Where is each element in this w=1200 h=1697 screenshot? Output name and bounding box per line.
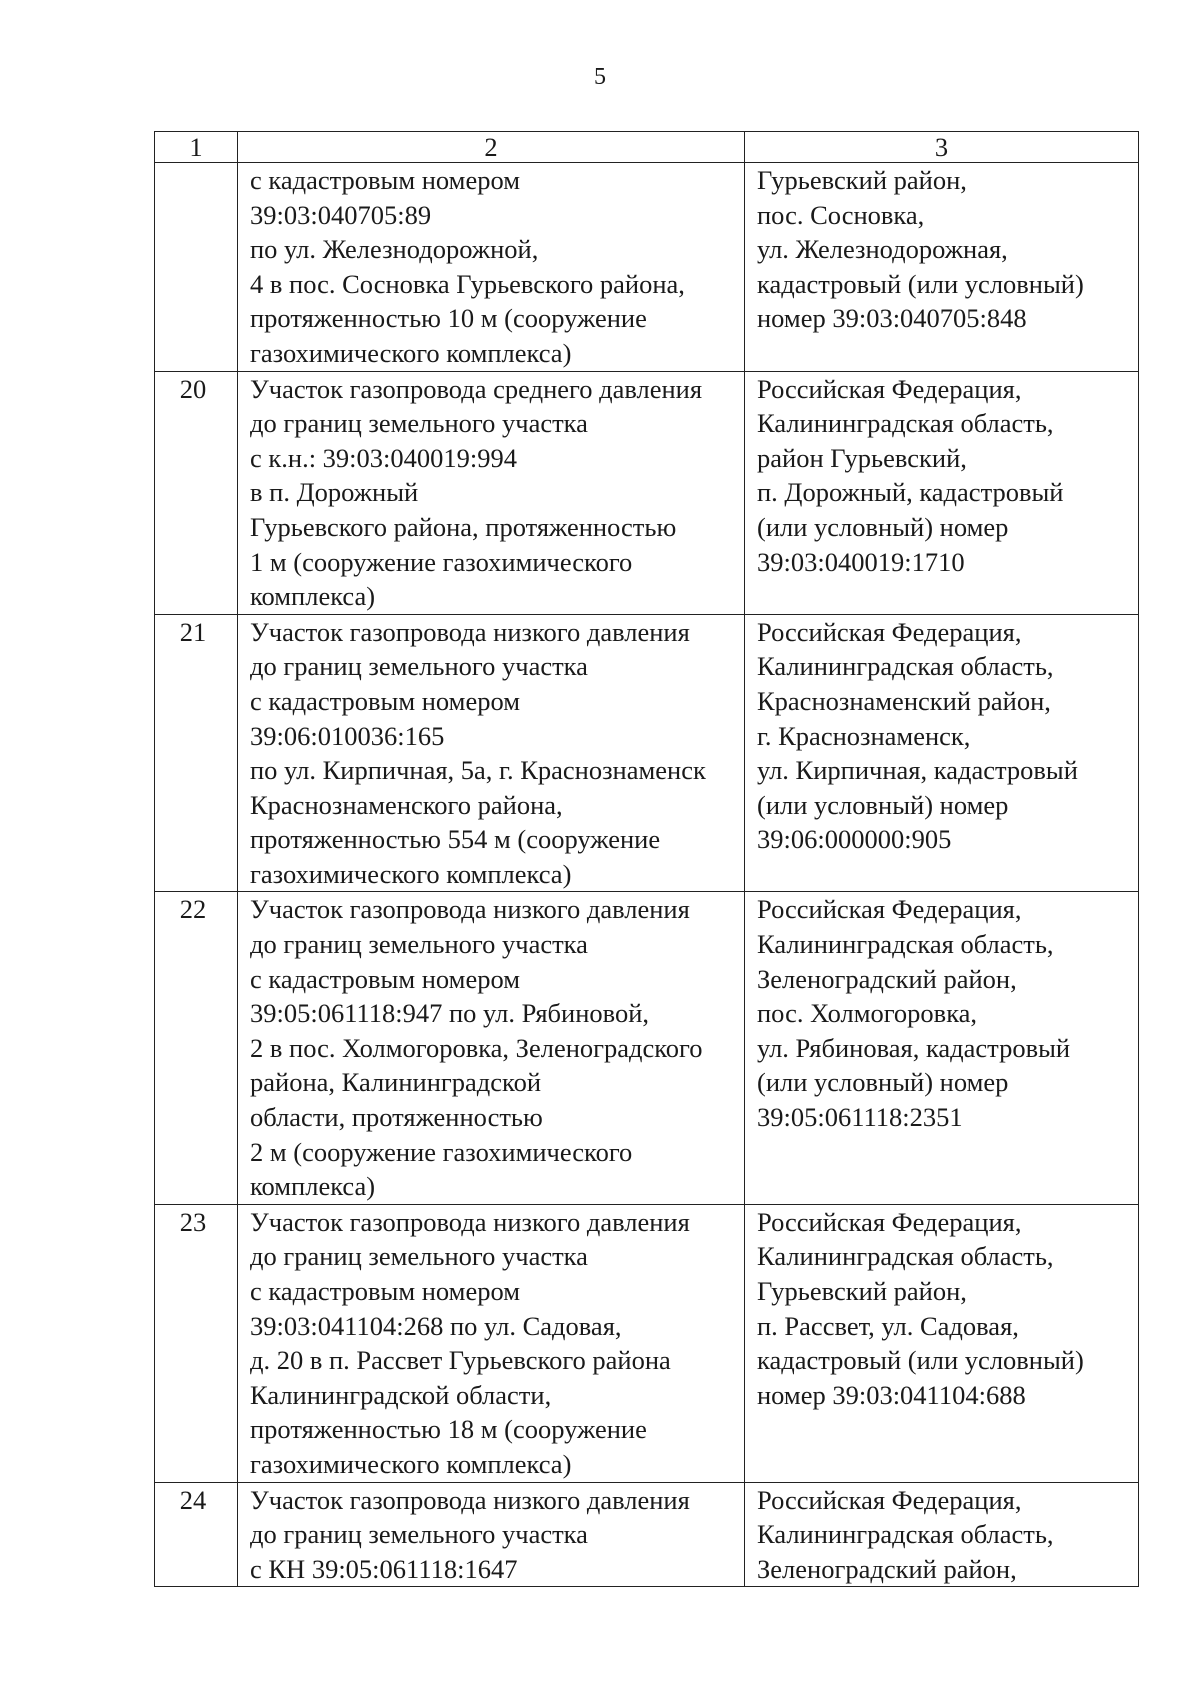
objects-table xyxy=(154,131,1139,1587)
table-body xyxy=(155,163,1139,1587)
description-line: в п. Дорожный xyxy=(250,477,419,508)
row-number: 21 xyxy=(155,614,238,892)
description-line: Участок газопровода среднего давления xyxy=(250,373,703,404)
location-line: п. Дорожный, кадастровый xyxy=(757,477,1064,508)
description-line: Калининградской области, xyxy=(250,1379,552,1410)
table-row xyxy=(155,1482,1139,1587)
location-line: номер 39:03:040705:848 xyxy=(757,303,1027,334)
description-line: 1 м (сооружение газохимического xyxy=(250,546,633,577)
location-line: Российская Федерация, xyxy=(757,1484,1022,1515)
location-line: Краснознаменский район, xyxy=(757,685,1051,716)
object-description-cell xyxy=(238,1204,745,1482)
location-line: Российская Федерация, xyxy=(757,373,1022,404)
description-line: с КН 39:05:061118:1647 xyxy=(250,1553,518,1584)
description-line: протяженностью 18 м (сооружение xyxy=(250,1414,647,1445)
description-line: д. 20 в п. Рассвет Гурьевского района xyxy=(250,1345,671,1376)
row-number: 24 xyxy=(155,1482,238,1587)
description-line: района, Калининградской xyxy=(250,1067,541,1098)
table-row xyxy=(155,1204,1139,1482)
description-line: Участок газопровода низкого давления xyxy=(250,616,690,647)
description-line: с кадастровым номером xyxy=(250,1276,520,1306)
object-description-cell xyxy=(238,614,745,892)
description-line: протяженностью 10 м (сооружение xyxy=(250,303,647,334)
description-line: до границ земельного участка xyxy=(250,408,588,439)
object-location-cell xyxy=(745,163,1139,372)
row-number xyxy=(155,163,238,372)
description-line: 4 в пос. Сосновка Гурьевского района, xyxy=(250,268,685,299)
location-line: Калининградская область, xyxy=(757,1241,1054,1272)
description-line: 2 в пос. Холмогоровка, Зеленоградского xyxy=(250,1032,703,1063)
object-location-cell xyxy=(745,371,1139,614)
description-line: протяженностью 554 м (сооружение xyxy=(250,824,661,855)
object-location-cell xyxy=(745,1482,1139,1587)
location-line: 39:06:000000:905 xyxy=(757,824,952,855)
location-line: Российская Федерация, xyxy=(757,894,1022,925)
location-line: 39:05:061118:2351 xyxy=(757,1102,963,1133)
location-line: Российская Федерация, xyxy=(757,616,1022,647)
description-line: комплекса) xyxy=(250,581,376,612)
location-line: Российская Федерация, xyxy=(757,1206,1022,1237)
description-line: газохимического комплекса) xyxy=(250,337,572,368)
row-number: 22 xyxy=(155,892,238,1204)
object-description-cell xyxy=(238,1482,745,1587)
row-number: 20 xyxy=(155,371,238,614)
table-row xyxy=(155,892,1139,1204)
location-line: ул. Кирпичная, кадастровый xyxy=(757,755,1078,786)
table-row xyxy=(155,163,1139,372)
description-line: до границ земельного участка xyxy=(250,1241,588,1272)
location-line: пос. Холмогоровка, xyxy=(757,998,978,1029)
description-line: Участок газопровода низкого давления xyxy=(250,1206,690,1237)
row-number: 23 xyxy=(155,1204,238,1482)
object-description-cell xyxy=(238,892,745,1204)
description-line: комплекса) xyxy=(250,1171,376,1202)
description-line: по ул. Кирпичная, 5а, г. Краснознаменск xyxy=(250,755,706,786)
page-number: 5 xyxy=(594,64,606,90)
location-line: 39:03:040019:1710 xyxy=(757,546,965,577)
table-row xyxy=(155,371,1139,614)
location-line: (или условный) номер xyxy=(757,789,1009,820)
description-line: Участок газопровода низкого давления xyxy=(250,894,690,925)
description-line: Участок газопровода низкого давления xyxy=(250,1484,690,1515)
object-location-cell xyxy=(745,1204,1139,1482)
location-line: Калининградская область, xyxy=(757,1519,1054,1550)
column-header-location: 3 xyxy=(745,132,1139,163)
table-row xyxy=(155,614,1139,892)
description-line: Гурьевского района, протяженностью xyxy=(250,511,677,542)
description-line: газохимического комплекса) xyxy=(250,858,572,889)
location-line: ул. Железнодорожная, xyxy=(757,234,1008,265)
location-line: пос. Сосновка, xyxy=(757,199,925,230)
column-header-description: 2 xyxy=(238,132,745,163)
description-line: Краснознаменского района, xyxy=(250,789,563,820)
description-line: 39:05:061118:947 по ул. Рябиновой, xyxy=(250,998,650,1029)
location-line: г. Краснознаменск, xyxy=(757,720,971,751)
location-line: кадастровый (или условный) xyxy=(757,1345,1084,1376)
description-line: до границ земельного участка xyxy=(250,1519,588,1550)
description-line: 39:03:040705:89 xyxy=(250,199,432,230)
object-description-cell xyxy=(238,163,745,372)
location-line: кадастровый (или условный) xyxy=(757,268,1084,299)
location-line: номер 39:03:041104:688 xyxy=(757,1379,1026,1410)
location-line: Гурьевский район, xyxy=(757,165,967,195)
description-line: с кадастровым номером xyxy=(250,685,520,716)
location-line: Калининградская область, xyxy=(757,408,1054,439)
description-line: до границ земельного участка xyxy=(250,651,588,682)
description-line: 39:03:041104:268 по ул. Садовая, xyxy=(250,1310,622,1341)
description-line: области, протяженностью xyxy=(250,1102,543,1133)
description-line: с к.н.: 39:03:040019:994 xyxy=(250,442,518,473)
description-line: 39:06:010036:165 xyxy=(250,720,445,751)
description-line: с кадастровым номером xyxy=(250,165,520,195)
location-line: Калининградская область, xyxy=(757,651,1054,682)
description-line: с кадастровым номером xyxy=(250,963,520,994)
object-description-cell xyxy=(238,371,745,614)
location-line: (или условный) номер xyxy=(757,1067,1009,1098)
description-line: 2 м (сооружение газохимического xyxy=(250,1136,633,1167)
description-line: до границ земельного участка xyxy=(250,929,588,960)
location-line: Гурьевский район, xyxy=(757,1276,967,1306)
location-line: район Гурьевский, xyxy=(757,442,967,473)
location-line: Зеленоградский район, xyxy=(757,1553,1017,1584)
object-location-cell xyxy=(745,892,1139,1204)
location-line: (или условный) номер xyxy=(757,511,1009,542)
object-location-cell xyxy=(745,614,1139,892)
location-line: Калининградская область, xyxy=(757,929,1054,960)
description-line: газохимического комплекса) xyxy=(250,1448,572,1479)
location-line: ул. Рябиновая, кадастровый xyxy=(757,1032,1071,1063)
location-line: п. Рассвет, ул. Садовая, xyxy=(757,1310,1019,1341)
table-header-row xyxy=(155,132,1139,163)
location-line: Зеленоградский район, xyxy=(757,963,1017,994)
description-line: по ул. Железнодорожной, xyxy=(250,234,539,265)
column-header-number: 1 xyxy=(155,132,238,163)
